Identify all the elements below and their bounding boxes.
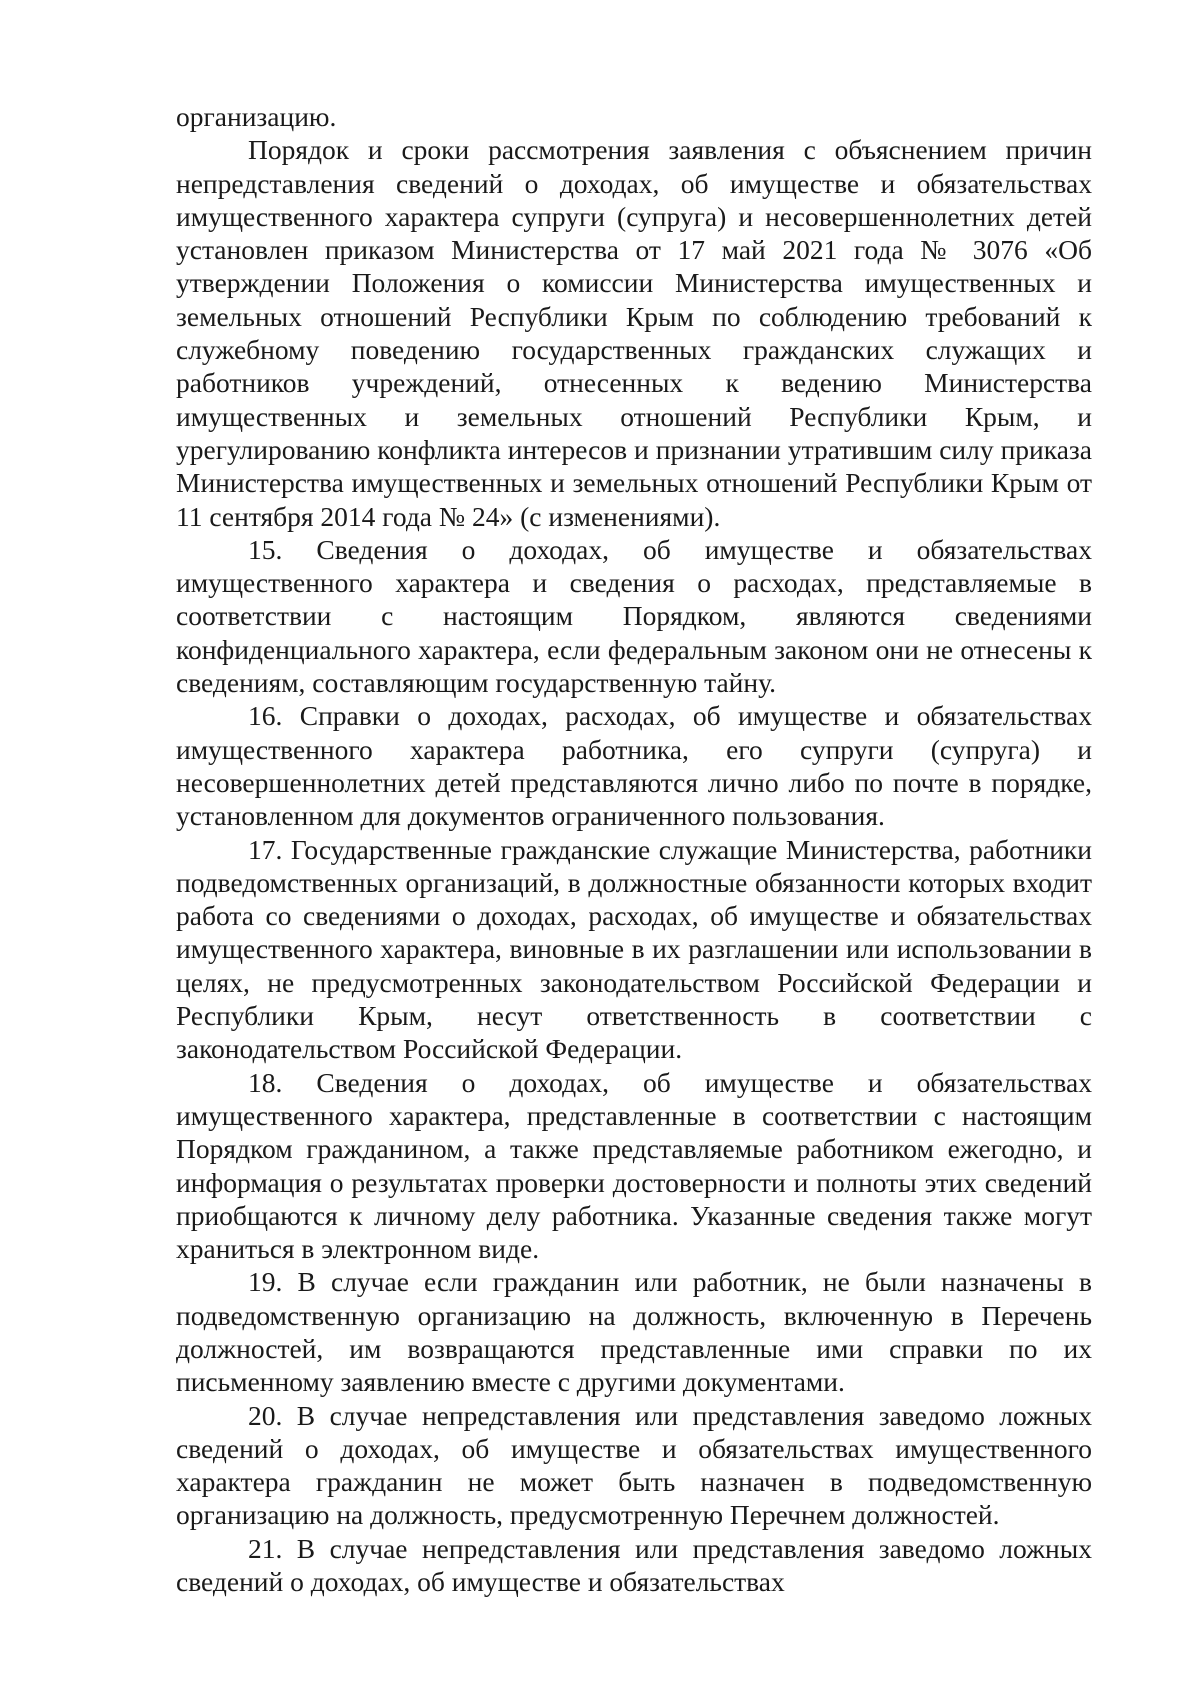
paragraph-16: 16. Справки о доходах, расходах, об имуществе и обязательствах имущественного характера работника, его супруги (супруга) и несовершеннолетних детей представляются лично либо по почте в порядке, установленном для документов ограниченного пользования. xyxy=(176,700,1092,832)
paragraph-18: 18. Сведения о доходах, об имуществе и обязательствах имущественного характера, представленные в соответствии с настоящим Порядком гражданином, а также представляемые работником ежегодно, и информация о результатах проверки достоверности и полноты этих сведений приобщаются к личному делу работника. Указанные сведения также могут храниться в электронном виде. xyxy=(176,1066,1092,1265)
paragraph-20: 20. В случае непредставления или представления заведомо ложных сведений о доходах, об имуществе и обязательствах имущественного характера гражданин не может быть назначен в подведомственную организацию на должность, предусмотренную Перечнем должностей. xyxy=(176,1399,1092,1531)
paragraph-21: 21. В случае непредставления или представления заведомо ложных сведений о доходах, об имуществе и обязательствах xyxy=(176,1532,1092,1598)
paragraph-15: 15. Сведения о доходах, об имуществе и обязательствах имущественного характера и сведения о расходах, представляемые в соответствии с настоящим Порядком, являются сведениями конфиденциального характера, если федеральным законом они не отнесены к сведениям, составляющим государственную тайну. xyxy=(176,533,1092,699)
paragraph-review-procedure: Порядок и сроки рассмотрения заявления с объяснением причин непредставления сведений о доходах, об имуществе и обязательствах имущественного характера супруги (супруга) и несовершеннолетних детей установлен приказом Министерства от 17 май 2021 года № 3076 «Об утверждении Положения о комиссии Министерства имущественных и земельных отношений Республики Крым по соблюдению требований к служебному поведению государственных гражданских служащих и работников учреждений, отнесенных к ведению Министерства имущественных и земельных отношений Республики Крым, и урегулированию конфликта интересов и признании утратившим силу приказа Министерства имущественных и земельных отношений Республики Крым от 11 сентября 2014 года № 24» (с изменениями). xyxy=(176,134,1092,532)
paragraph-19: 19. В случае если гражданин или работник, не были назначены в подведомственную организацию на должность, включенную в Перечень должностей, им возвращаются представленные ими справки по их письменному заявлению вместе с другими документами. xyxy=(176,1266,1092,1398)
document-body xyxy=(176,100,1092,1598)
paragraph-continuation: организацию. xyxy=(176,101,337,132)
paragraph-17: 17. Государственные гражданские служащие Министерства, работники подведомственных организаций, в должностные обязанности которых входит работа со сведениями о доходах, расходах, об имуществе и обязательствах имущественного характера, виновные в их разглашении или использовании в целях, не предусмотренных законодательством Российской Федерации и Республики Крым, несут ответственность в соответствии с законодательством Российской Федерации. xyxy=(176,833,1092,1065)
